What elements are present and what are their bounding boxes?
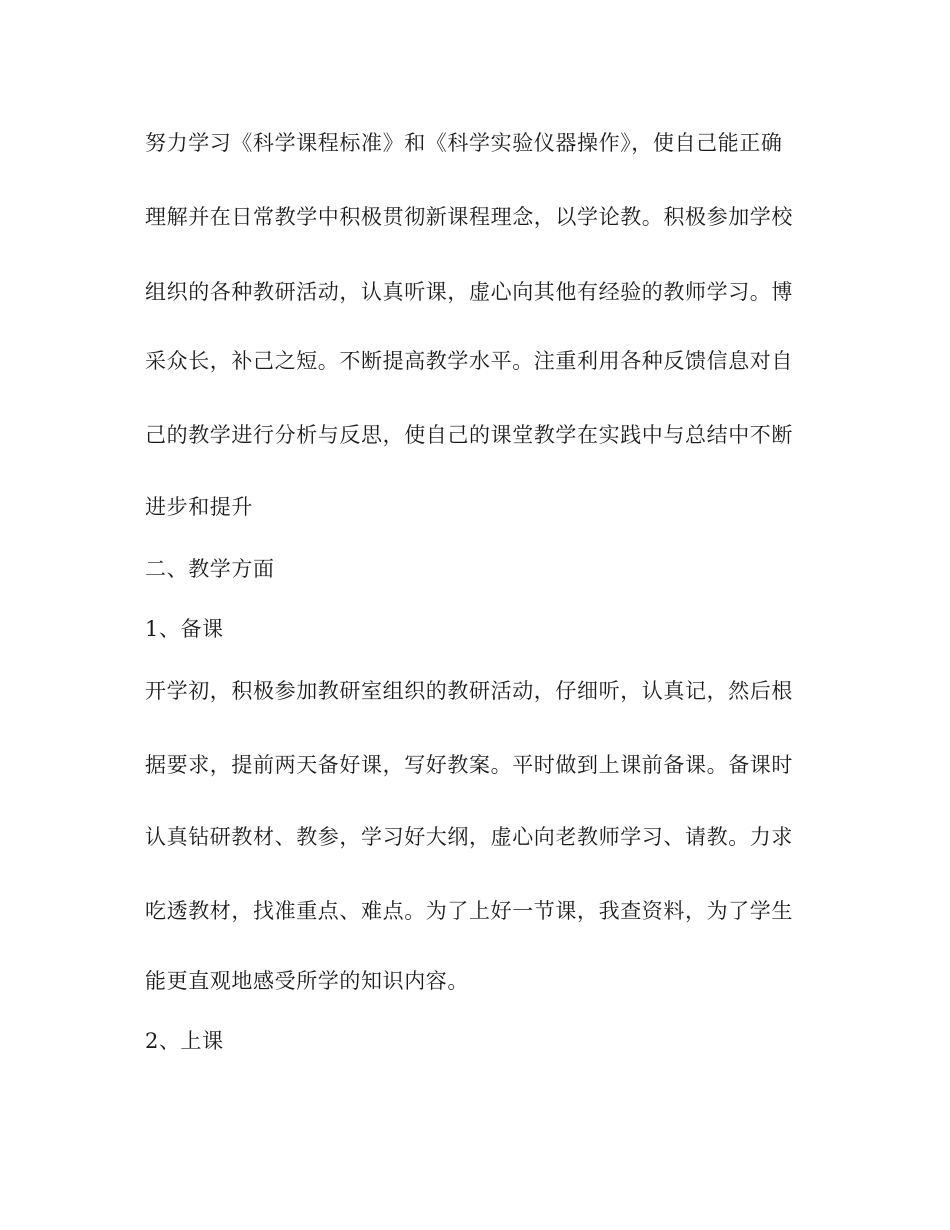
paragraph-line-3: 组织的各种教研活动，认真听课，虚心向其他有经验的教师学习。博	[145, 280, 793, 304]
subsection-heading-lesson-prep: 1、备课	[145, 617, 224, 641]
paragraph-line-10: 吃透教材，找准重点、难点。为了上好一节课，我查资料，为了学生	[145, 899, 793, 923]
paragraph-line-1: 努力学习《科学课程标准》和《科学实验仪器操作》，使自己能正确	[145, 131, 783, 155]
paragraph-line-2: 理解并在日常教学中积极贯彻新课程理念，以学论教。积极参加学校	[145, 205, 793, 229]
section-heading-teaching: 二、教学方面	[145, 557, 275, 581]
paragraph-line-5: 己的教学进行分析与反思，使自己的课堂教学在实践中与总结中不断	[145, 423, 793, 447]
paragraph-line-9: 认真钻研教材、教参，学习好大纲，虚心向老教师学习、请教。力求	[145, 825, 793, 849]
paragraph-line-4: 采众长，补己之短。不断提高教学水平。注重利用各种反馈信息对自	[145, 349, 793, 373]
paragraph-line-6: 进步和提升	[145, 495, 253, 519]
paragraph-line-11: 能更直观地感受所学的知识内容。	[145, 969, 469, 993]
paragraph-line-8: 据要求，提前两天备好课，写好教案。平时做到上课前备课。备课时	[145, 753, 793, 777]
paragraph-line-7: 开学初，积极参加教研室组织的教研活动，仔细听，认真记，然后根	[145, 679, 793, 703]
subsection-heading-class: 2、上课	[145, 1029, 224, 1053]
